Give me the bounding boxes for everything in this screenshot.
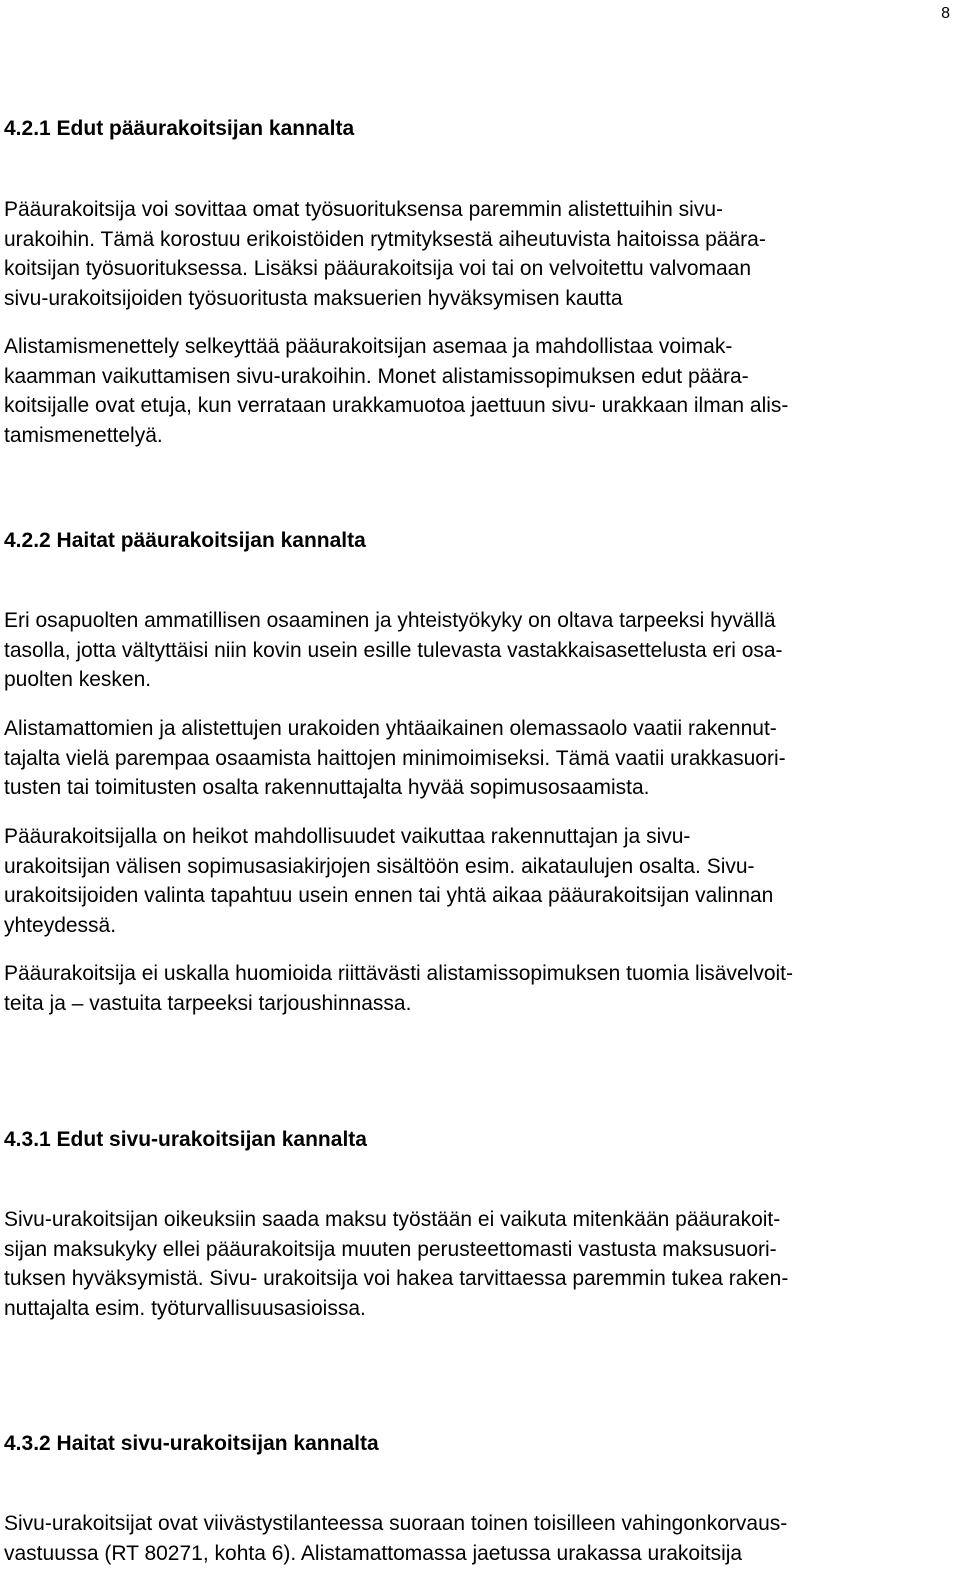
paragraph [4,959,954,1018]
text-line: koitsijalle ovat etuja, kun verrataan urakkamuotoa jaettuun sivu- urakkaan ilman alis- [4,394,789,417]
text-line: yhteydessä. [4,913,117,937]
text-line: nuttajalta esim. työturvallisuusasioissa. [4,1296,366,1320]
text-line: tuksen hyväksymistä. Sivu- urakoitsija voi hakea tarvittaessa paremmin tukea raken- [4,1267,789,1290]
text-line: Eri osapuolten ammatillisen osaaminen ja yhteistyökyky on oltava tarpeeksi hyvällä [4,609,776,632]
paragraph [4,195,954,313]
paragraph [4,606,954,695]
text-line: vastuussa (RT 80271, kohta 6). Alistamattomassa jaetussa urakassa urakoitsija [4,1541,743,1565]
text-line: Alistamismenettely selkeyttää pääurakoitsijan asemaa ja mahdollistaa voimak- [4,335,733,358]
paragraph [4,714,954,803]
section-heading-4-2-1: 4.2.1 Edut pääurakoitsijan kannalta [4,117,355,140]
text-line: sivu-urakoitsijoiden työsuoritusta maksuerien hyväksymisen kautta [4,286,623,310]
text-line: tasolla, jotta vältyttäisi niin kovin usein esille tulevasta vastakkaisasettelusta eri osa- [4,638,783,662]
text-line: Pääurakoitsija voi sovittaa omat työsuorituksensa paremmin alistettuihin sivu- [4,198,723,221]
paragraph [4,822,954,940]
text-line: kaamman vaikuttamisen sivu-urakoihin. Monet alistamissopimuksen edut päära- [4,364,749,388]
text-line: puolten kesken. [4,668,152,691]
text-line: sijan maksukyky ellei pääurakoitsija muuten perusteettomasti vastusta maksusuori- [4,1237,777,1261]
section-heading-4-2-2: 4.2.2 Haitat pääurakoitsijan kannalta [4,529,366,552]
text-line: Sivu-urakoitsijan oikeuksiin saada maksu työstään ei vaikuta mitenkään pääurakoit- [4,1208,781,1231]
text-line: urakoihin. Tämä korostuu erikoistöiden rytmityksestä aiheutuvista haitoissa päära- [4,227,766,251]
text-line: koitsijan työsuorituksessa. Lisäksi pääurakoitsija voi tai on velvoitettu valvomaan [4,257,752,280]
text-line: Alistamattomien ja alistettujen urakoiden yhtäaikainen olemassaolo vaatii rakennut- [4,717,777,740]
page-number: 8 [941,5,950,22]
text-line: tamismenettelyä. [4,423,163,447]
text-line: Pääurakoitsijalla on heikot mahdollisuudet vaikuttaa rakennuttajan ja sivu- [4,825,691,848]
section-heading-4-3-2: 4.3.2 Haitat sivu-urakoitsijan kannalta [4,1432,379,1455]
text-line: teita ja – vastuita tarpeeksi tarjoushinnassa. [4,991,412,1015]
paragraph [4,1205,954,1323]
paragraph [4,332,954,450]
section-heading-4-3-1: 4.3.1 Edut sivu-urakoitsijan kannalta [4,1128,367,1151]
text-line: tusten tai toimitusten osalta rakennuttajalta hyvää sopimusosaamista. [4,776,650,799]
text-line: Sivu-urakoitsijat ovat viivästystilanteessa suoraan toinen toisilleen vahingonkorvaus- [4,1512,788,1535]
text-line: urakoitsijan välisen sopimusasiakirjojen sisältöön esim. aikataulujen osalta. Sivu- [4,854,755,878]
text-line: urakoitsijoiden valinta tapahtuu usein ennen tai yhtä aikaa pääurakoitsijan valinnan [4,884,774,907]
text-line: tajalta vielä parempaa osaamista haittojen minimoimiseksi. Tämä vaatii urakkasuori- [4,746,786,770]
paragraph [4,1509,954,1568]
text-line: Pääurakoitsija ei uskalla huomioida riittävästi alistamissopimuksen tuomia lisävelvoit- [4,962,794,985]
